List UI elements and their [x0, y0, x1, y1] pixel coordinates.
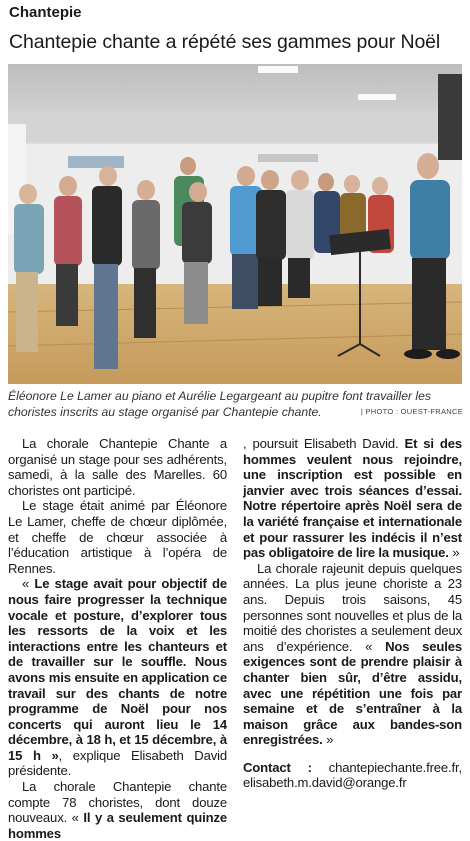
contact-text: chantepiechante.free.fr, elisabeth.m.david@orange.fr — [243, 759, 462, 791]
photo-caption — [8, 388, 463, 420]
contact-line — [243, 760, 462, 791]
article-column-left — [8, 436, 227, 841]
caption-text: Éléonore Le Lamer au piano et Aurélie Legargeant au pupitre font travailler les choristes inscrits au stage organisé par Chantepie chante. — [8, 389, 431, 419]
photo-credit: | PHOTO : OUEST-FRANCE — [360, 407, 463, 416]
section-label: Chantepie — [9, 4, 82, 21]
paragraph-4-cont: , poursuit Elisabeth David. Et si des hommes veulent nous rejoindre, une inscription est possible en janvier avec trois séances d’essai. Notre répertoire après Noël sera de la variété française et internationale et pour rassurer les indécis il n’est pas obligatoire de lire la musique. » — [243, 436, 462, 561]
quote-bold: Il y a seulement quinze hommes — [8, 810, 228, 841]
quote-bold: Le stage avait pour objectif de nous faire progresser la technique vocale et posture, d’explorer tous les ressorts de la voix et les interactions entre les chanteurs et de travailler sur le souffle. Nous avons mis ensuite en application ce travail sur des chants de notre programme de Noël pour nos concerts qui auront lieu le 14 décembre, à 18 h, et 15 décembre, à 15 h » — [8, 576, 228, 763]
paragraph-1: La chorale Chantepie Chante a organisé un stage pour ses adhérents, samedi, à la salle des Marelles. 60 choristes ont participé. — [8, 436, 227, 498]
paragraph-4-start: La chorale Chantepie chante compte 78 choristes, dont douze nouveaux. « Il y a seulement quinze hommes — [8, 779, 228, 841]
paragraph-2: Le stage était animé par Éléonore Le Lamer, cheffe de chœur diplômée, et cheffe de chœur associée à l’éducation artistique à l’opéra de Rennes. — [8, 498, 227, 576]
article-headline: Chantepie chante a répété ses gammes pour Noël — [9, 31, 441, 53]
quote-bold: Et si des hommes veulent nous rejoindre, une inscription est possible en janvier avec trois séances d’essai. Notre répertoire après Noël sera de la variété française et internationale et pour rassurer les indécis il n’est pas obligatoire de lire la musique. — [243, 436, 462, 561]
paragraph-5: La chorale rajeunit depuis quelques années. La plus jeune choriste a 23 ans. Depuis trois saisons, 45 personnes sont nouvelles et plus de la moitié des choristes a seulement deux ans d’expérience. « Nos seules exigences sont de prendre plaisir à chanter bien sûr, d’être assidu, avec une répétition une fois par semaine et de s’entraîner à la maison grâce aux bandes-son enregistrées. » — [243, 560, 462, 748]
paragraph-3: « Le stage avait pour objectif de nous faire progresser la technique vocale et posture, d’explorer tous les ressorts de la voix et les interactions entre les chanteurs et de travailler sur le souffle. Nous avons mis ensuite en application ce travail sur des chants de notre programme de Noël pour nos concerts qui auront lieu le 14 décembre, à 18 h, et 15 décembre, à 15 h », explique Elisabeth David présidente. — [8, 576, 228, 779]
quote-bold: Nos seules exigences sont de prendre plaisir à chanter bien sûr, d’être assidu, avec une répétition une fois par semaine et de s’entraîner à la maison grâce aux bandes-son enregistrées. — [243, 638, 462, 748]
article-column-right — [243, 436, 462, 791]
article-photo — [8, 64, 462, 384]
contact-label: Contact : — [243, 759, 312, 775]
